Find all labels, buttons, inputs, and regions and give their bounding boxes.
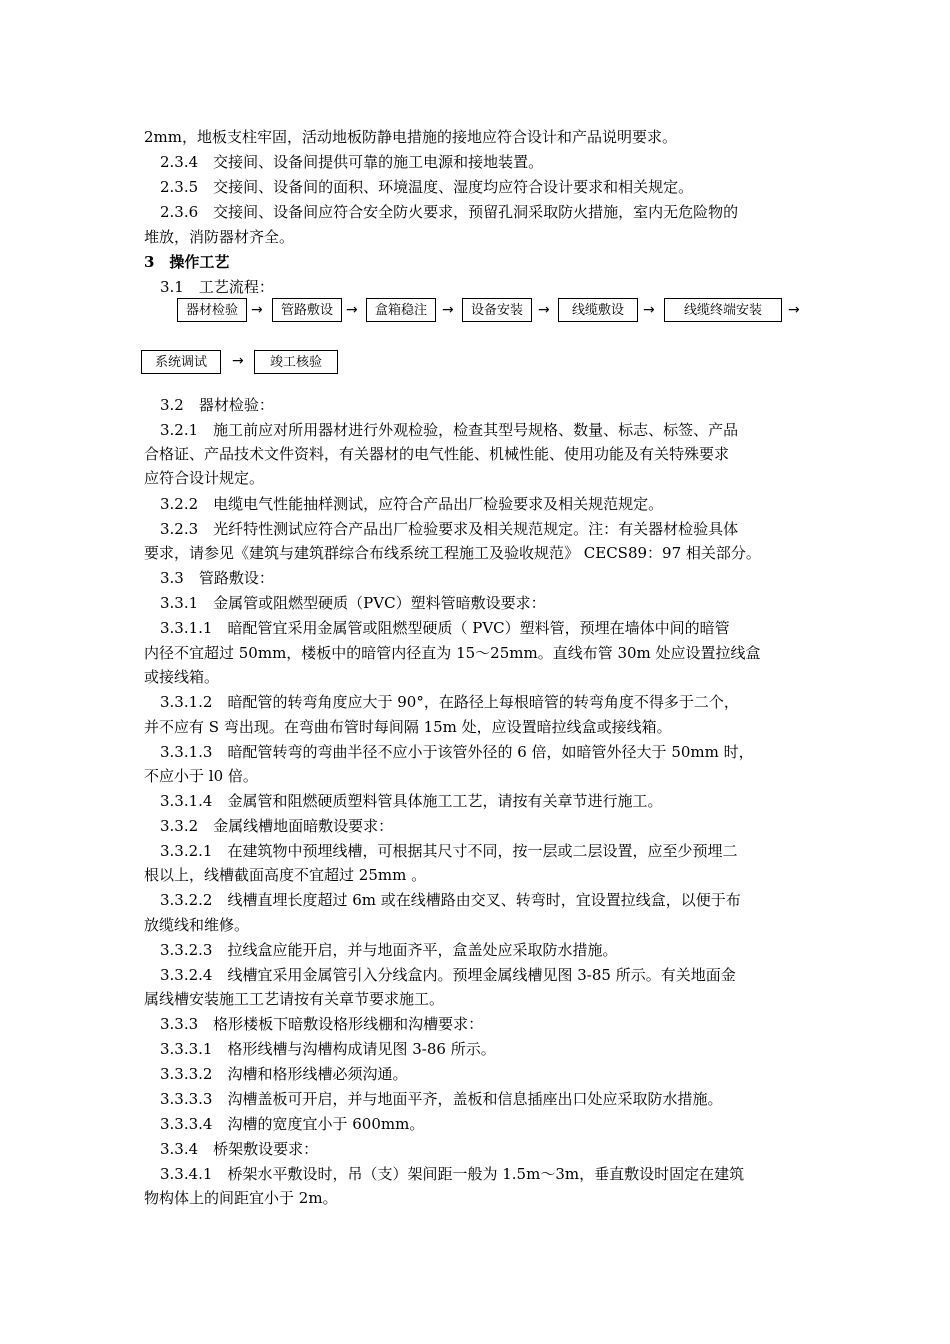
- text-line: 3.3.3.4 沟槽的宽度宜小于 600mm。: [160, 1115, 425, 1133]
- text-line: 2.3.6 交接间、设备间应符合安全防火要求，预留孔洞采取防火措施，室内无危险物的: [160, 203, 739, 221]
- text-line: 3.3 管路敷设：: [160, 569, 274, 587]
- flow-step: 盒箱稳注: [366, 298, 436, 322]
- text-line: 3.3.1 金属管或阻燃型硬质（PVC）塑料管暗敷设要求：: [160, 594, 546, 612]
- text-line: 并不应有 S 弯出现。在弯曲布管时每间隔 15m 处，应设置暗拉线盒或接线箱。: [144, 718, 672, 736]
- text-line: 3.3.1.1 暗配管宜采用金属管或阻燃型硬质（ PVC）塑料管，预埋在墙体中间的暗管: [160, 619, 730, 637]
- text-line: 物构体上的间距宜小于 2m。: [144, 1189, 338, 1207]
- text-line: 属线槽安装施工工艺请按有关章节要求施工。: [144, 990, 445, 1008]
- text-line: 3.3.2.4 线槽宜采用金属管引入分线盒内。预埋金属线槽见图 3-85 所示。有关地面金: [160, 966, 736, 984]
- text-line: 不应小于 l0 倍。: [144, 767, 258, 785]
- flow-step: 设备安装: [462, 298, 532, 322]
- text-line: 或接线箱。: [144, 668, 220, 686]
- text-line: 3.1 工艺流程：: [160, 278, 274, 296]
- text-line: 根以上，线槽截面高度不宜超过 25mm 。: [144, 866, 427, 884]
- text-line: 2mm，地板支柱牢固，活动地板防静电措施的接地应符合设计和产品说明要求。: [144, 128, 677, 146]
- text-line: 2.3.5 交接间、设备间的面积、环境温度、湿度均应符合设计要求和相关规定。: [160, 178, 694, 196]
- arrow-icon: →: [442, 302, 454, 318]
- text-line: 3.2 器材检验：: [160, 396, 274, 414]
- text-line: 3.2.3 光纤特性测试应符合产品出厂检验要求及相关规范规定。注：有关器材检验具体: [160, 520, 739, 538]
- arrow-icon: →: [788, 302, 800, 318]
- text-line: 3.3.1.2 暗配管的转弯角度应大于 90°，在路径上每根暗管的转弯角度不得多于二个，: [160, 693, 739, 711]
- flow-step: 系统调试: [141, 350, 221, 374]
- arrow-icon: →: [643, 302, 655, 318]
- flow-step: 线缆终端安装: [664, 298, 782, 322]
- text-line: 内径不宜超过 50mm，楼板中的暗管内径直为 15～25mm。直线布管 30m 处应设置拉线盒: [144, 644, 761, 662]
- text-line: 要求，请参见《建筑与建筑群综合布线系统工程施工及验收规范》 CECS89：97 相关部分。: [144, 544, 761, 562]
- text-line: 放缆线和维修。: [144, 916, 250, 934]
- text-line: 堆放，消防器材齐全。: [144, 228, 295, 246]
- text-line: 3.3.3.3 沟槽盖板可开启，并与地面平齐，盖板和信息插座出口处应采取防水措施。: [160, 1090, 723, 1108]
- text-line: 3.3.2.3 拉线盒应能开启，并与地面齐平，盒盖处应采取防水措施。: [160, 941, 618, 959]
- flow-step: 竣工核验: [254, 350, 338, 374]
- text-line: 3.3.3 格形楼板下暗敷设格形线棚和沟槽要求：: [160, 1015, 484, 1033]
- text-line: 3.3.4 桥架敷设要求：: [160, 1140, 319, 1158]
- text-line: 3.3.4.1 桥架水平敷设时，吊（支）架间距一般为 1.5m～3m，垂直敷设时固定在建筑: [160, 1165, 745, 1183]
- text-line: 3.2.2 电缆电气性能抽样测试，应符合产品出厂检验要求及相关规范规定。: [160, 495, 664, 513]
- text-line: 3.3.2.1 在建筑物中预埋线槽，可根据其尺寸不同，按一层或二层设置，应至少预埋二: [160, 842, 738, 860]
- flow-step: 线缆敷设: [558, 298, 638, 322]
- text-line: 3.3.3.1 格形线槽与沟槽构成请见图 3-86 所示。: [160, 1040, 496, 1058]
- text-line: 合格证、产品技术文件资料，有关器材的电气性能、机械性能、使用功能及有关特殊要求: [144, 445, 730, 463]
- flow-step: 管路敷设: [272, 298, 342, 322]
- text-line: 3.3.2 金属线槽地面暗敷设要求：: [160, 817, 394, 835]
- arrow-icon: →: [346, 302, 358, 318]
- arrow-icon: →: [232, 353, 244, 369]
- text-line: 3.3.3.2 沟槽和格形线槽必须沟通。: [160, 1065, 408, 1083]
- section-heading: 3 操作工艺: [144, 253, 230, 271]
- text-line: 3.2.1 施工前应对所用器材进行外观检验，检查其型号规格、数量、标志、标签、产品: [160, 421, 739, 439]
- text-line: 3.3.1.3 暗配管转弯的弯曲半径不应小于该管外径的 6 倍，如暗管外径大于 50mm 时，: [160, 743, 754, 761]
- arrow-icon: →: [251, 302, 263, 318]
- text-line: 2.3.4 交接间、设备间提供可靠的施工电源和接地装置。: [160, 153, 544, 171]
- text-line: 3.3.1.4 金属管和阻燃硬质塑料管具体施工工艺，请按有关章节进行施工。: [160, 792, 663, 810]
- flow-step: 器材检验: [177, 298, 247, 322]
- text-line: 3.3.2.2 线槽直埋长度超过 6m 或在线槽路由交叉、转弯时，宜设置拉线盒，以便于布: [160, 891, 741, 909]
- text-line: 应符合设计规定。: [144, 469, 265, 487]
- arrow-icon: →: [538, 302, 550, 318]
